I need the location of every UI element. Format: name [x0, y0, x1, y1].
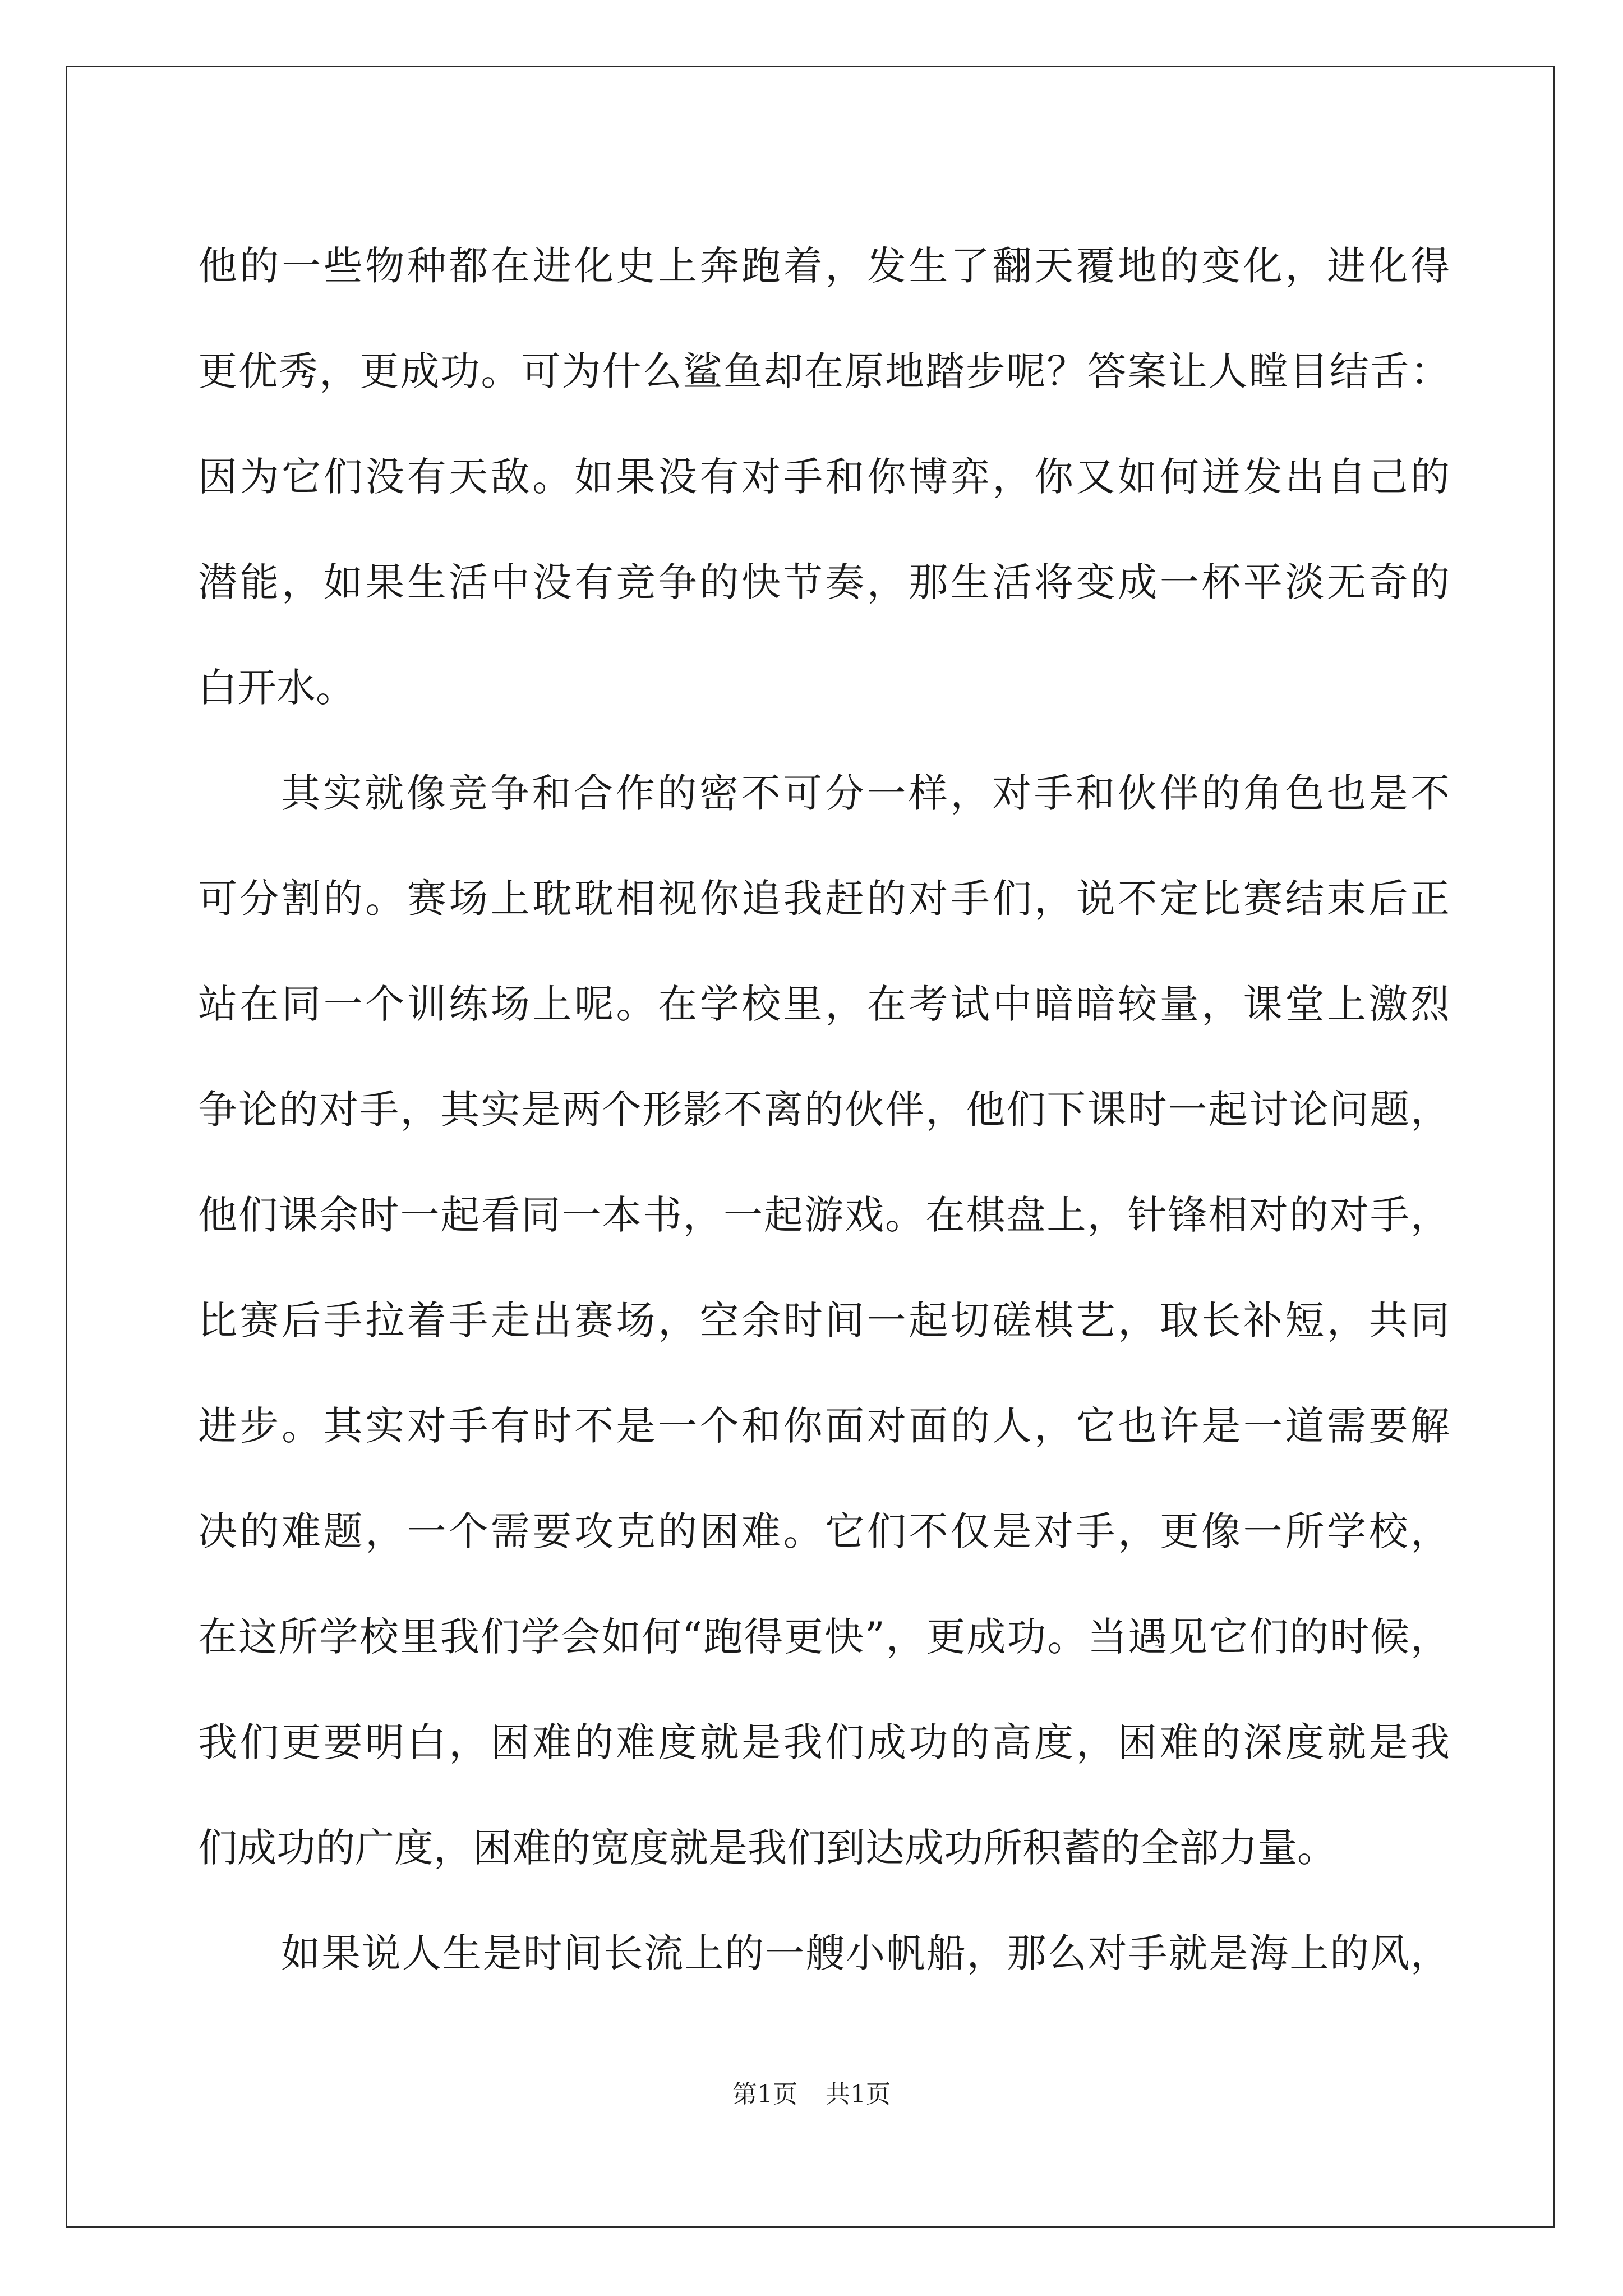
- text-line: 比赛后手拉着手走出赛场，空余时间一起切磋棋艺，取长补短，共同: [198, 1297, 1450, 1343]
- text-line: 争论的对手，其实是两个形影不离的伙伴，他们下课时一起讨论问题，: [198, 1087, 1450, 1133]
- text-line: 站在同一个训练场上呢。在学校里，在考试中暗暗较量，课堂上激烈: [198, 981, 1450, 1027]
- paragraph-first-line: 其实就像竞争和合作的密不可分一样，对手和伙伴的角色也是不: [281, 770, 1450, 816]
- total-pages: 共1页: [826, 2080, 891, 2109]
- text-line: 在这所学校里我们学会如何“跑得更快”，更成功。当遇见它们的时候，: [198, 1614, 1450, 1660]
- text-line: 他的一些物种都在进化史上奔跑着，发生了翻天覆地的变化，进化得: [198, 243, 1450, 289]
- text-line: 我们更要明白，困难的难度就是我们成功的高度，困难的深度就是我: [198, 1719, 1450, 1765]
- text-line: 更优秀，更成功。可为什么鲨鱼却在原地踏步呢？答案让人瞠目结舌：: [198, 348, 1450, 394]
- text-line: 潜能，如果生活中没有竞争的快节奏，那生活将变成一杯平淡无奇的: [198, 559, 1450, 605]
- document-body: [198, 213, 1450, 2006]
- text-line: 决的难题，一个需要攻克的困难。它们不仅是对手，更像一所学校，: [198, 1508, 1450, 1554]
- text-line: 因为它们没有天敌。如果没有对手和你博弈，你又如何迸发出自己的: [198, 454, 1450, 500]
- page-number: 第1页: [732, 2080, 797, 2109]
- text-line: 白开水。: [198, 665, 355, 711]
- text-line: 进步。其实对手有时不是一个和你面对面的人，它也许是一道需要解: [198, 1403, 1450, 1449]
- page-footer: [0, 2078, 1623, 2111]
- text-line: 可分割的。赛场上耽耽相视你追我赶的对手们，说不定比赛结束后正: [198, 876, 1450, 922]
- text-line: 他们课余时一起看同一本书，一起游戏。在棋盘上，针锋相对的对手，: [198, 1192, 1450, 1238]
- text-line: 们成功的广度，困难的宽度就是我们到达成功所积蓄的全部力量。: [198, 1825, 1336, 1871]
- paragraph-first-line: 如果说人生是时间长流上的一艘小帆船，那么对手就是海上的风，: [281, 1930, 1450, 1976]
